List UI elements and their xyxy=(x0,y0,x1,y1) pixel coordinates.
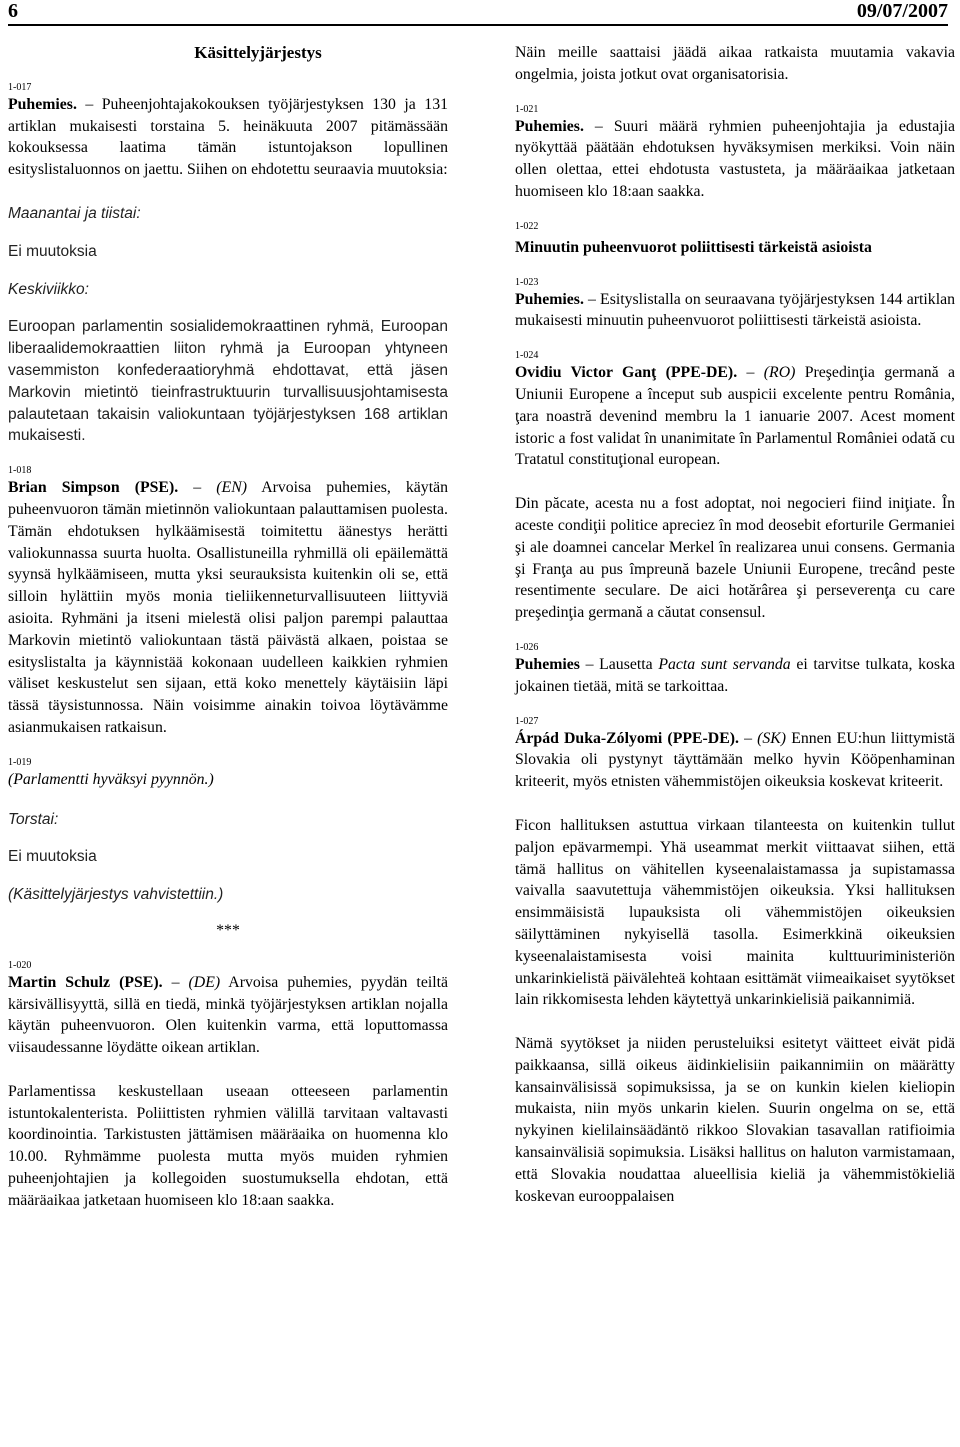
item-number: 1-024 xyxy=(515,350,539,362)
speech-020-continued: Parlamentissa keskustellaan useaan otteeseen parlamentin istuntokalenterista. Poliittisten ryhmien välillä tarvitaan valtavasti koordinointia. Tarkistusten jättämisen määräaika on huomenna klo 10.00. Ryhmämme puolesta mutta myös muiden ryhmien puheenjohtajien ja kollegoiden suostumuksella ehdotan, että määräaikaa jatketaan huomiseen klo 18:aan saakka. xyxy=(8,1082,448,1209)
speech-021 xyxy=(515,116,955,203)
dash: – xyxy=(744,729,752,747)
item-number: 1-020 xyxy=(8,959,32,971)
page-date: 09/07/2007 xyxy=(856,0,948,22)
speech-026: Puhemies – Lausetta Pacta sunt servanda ei tarvitse tulkata, koska jokainen tietää, mitä se tarkoittaa. xyxy=(515,655,955,695)
day-heading-thursday: Torstai: xyxy=(8,810,59,828)
item-number: 1-021 xyxy=(515,103,539,115)
speech-text: – Puheenjohtajakokouksen työjärjestyksen 130 ja 131 artiklan mukaisesti torstaina 5. heinäkuuta 2007 pitämässään kokouksessa laatima tämän istuntojakson lopullinen esityslistaluonnos on jaettu. Siihen on ehdotettu seuraavia muutoksia: xyxy=(8,95,448,179)
speaker-name: Brian Simpson (PSE). xyxy=(8,479,179,497)
speech-text: – Esityslistalla on seuraavana työjärjestyksen 144 artiklan mukaisesti minuutin puheenvuorot poliittisesti tärkeistä asioista. xyxy=(515,290,955,330)
no-changes-text: Ei muutoksia xyxy=(8,848,97,866)
speaker-name: Puhemies xyxy=(515,655,580,673)
language-tag: (DE) xyxy=(188,973,221,991)
speech-text: Preşedinţia germană a Uniunii Europene a început sub auspicii excelente pentru România, ţara noastră devenind membru la 1 ianuarie 2007. Acest moment istoric a fost validat în unanimitate în Parlamentul României odată cu Tratatul constituţional european. xyxy=(515,364,956,469)
speech-023 xyxy=(515,289,955,333)
item-number: 1-018 xyxy=(8,465,32,477)
speaker-name: Martin Schulz (PSE). xyxy=(8,973,163,991)
speech-018 xyxy=(8,477,448,739)
speaker-name: Puhemies. xyxy=(8,95,77,113)
separator-stars: *** xyxy=(216,921,240,939)
speech-027-continued: Ficon hallituksen astuttua virkaan tilanteesta on kuitenkin tullut paljon epävarmempi. Yhä useammat merkit viittaavat siihen, että tämä hallitus on vähitellen kyseenalaistamassa ja supistamassa vaivalla saavutettuja vähemmistöjen oikeuksia. Yksi hallituksen ensimmäisistä lupauksista oli vähemmistöjen oikeuksien säilyttäminen nykyisellä tasolla. Esimerkkinä oikeuksien kyseenalaistamisesta voisi mainita kulttuuriministeriön unkarinkielistä päivälehteä kohtaan esittämät viimeaikaiset syytökset lain rikkomisesta lehden käytettyä unkarinkielisiä paikannimiä. xyxy=(515,816,955,1009)
speech-text: Arvoisa puhemies, käytän puheenvuoron tämän mietinnön valiokuntaan palauttamisen puolesta. Tämän ehdotuksen hylkäämisestä toimitettu äänestys herätti valiokunnassa suurta huolta. Osallistuneilla ryhmillä oli epäilemättä syynsä hylkäämiseen, mutta yksi seurauksista kuitenkin oli se, että silloin hylättiin myös monia tieliikenneturvallisuuteen liittyviä asioita. Ryhmäni ja itseni mielestä olisi paljon parempi palauttaa Markovin mietintö valiokuntaan tästä päivästä alkaen, poistaa se esityslistalta ja käynnistää kokonaan uudelleen kaikkien ryhmien väliset keskustelut sen sijaan, että koko menettely käytäisiin läpi tässä täysistunnossa. Näin voisimme ainakin toivoa löytävämme asianmukaisen ratkaisun. xyxy=(8,479,448,736)
latin-phrase: Pacta sunt servanda xyxy=(658,655,791,673)
item-number: 1-019 xyxy=(8,756,32,768)
dash: – xyxy=(746,364,755,382)
page-header xyxy=(8,0,948,26)
speech-020-continued-2: Näin meille saattaisi jäädä aikaa ratkaista muutamia vakavia ongelmia, joista jotkut ovat organisatorisia. xyxy=(515,44,955,83)
item-number: 1-022 xyxy=(515,220,539,232)
dash: – xyxy=(193,479,202,497)
no-changes-text: Ei muutoksia xyxy=(8,242,97,260)
day-heading-monday-tuesday: Maanantai ja tiistai: xyxy=(8,204,141,222)
speech-text: Ennen EU:hun liittymistä Slovakia oli pystynyt täyttämään melko hyvin Kööpenhaminan kriteerit, myös etnisten vähemmistöjen oikeuksia koskevat kriteerit. xyxy=(515,729,955,791)
speech-text: Arvoisa puhemies, pyydän teiltä kärsivällisyyttä, sillä en tiedä, minkä työjärjestyksen artiklan nojalla käytän puheenvuoron. Olen kuitenkin varma, että loputtomassa viisaudessanne löydätte oikean artiklan. xyxy=(8,973,449,1057)
speaker-name: Puhemies. xyxy=(515,290,584,308)
item-number: 1-027 xyxy=(515,715,539,727)
item-number: 1-017 xyxy=(8,81,32,93)
speech-020 xyxy=(8,972,448,1059)
item-number: 1-023 xyxy=(515,276,539,288)
speech-027 xyxy=(515,728,955,793)
left-column xyxy=(8,42,448,1212)
language-tag: (SK) xyxy=(757,729,787,747)
section-title: Käsittelyjärjestys xyxy=(194,43,322,62)
dash: – xyxy=(171,973,180,991)
item-number: 1-026 xyxy=(515,641,539,653)
day-heading-wednesday: Keskiviikko: xyxy=(8,280,89,298)
speaker-name: Árpád Duka-Zólyomi (PPE-DE). xyxy=(515,729,739,747)
speaker-name: Puhemies. xyxy=(515,117,584,135)
language-tag: (RO) xyxy=(763,364,796,382)
speech-027-continued-2: Nämä syytökset ja niiden perusteluiksi esitetyt väitteet eivät pidä paikkaansa, sillä oikeus äidinkielisiin paikannimiin on määrätty kansainvälisissä sopimuksissa, ja se on kunkin kielen kieliopin mukaista, niin myös unkarin kielen. Suurin ongelma on se, että nykyinen kielilainsäädäntö rikkoo Slovakian tasavallan ratifioimia kansainvälisiä sopimuksia. Lisäksi hallitus on haluton varmistamaan, että Slovakia noudattaa alueellisia kieliä ja vähemmistökieliä koskevan eurooppalaisen xyxy=(515,1035,955,1205)
page-number: 6 xyxy=(8,0,18,22)
section-title-one-minute: Minuutin puheenvuorot poliittisesti tärkeistä asioista xyxy=(515,238,872,256)
speech-024 xyxy=(515,362,955,471)
language-tag: (EN) xyxy=(216,479,247,497)
speech-017 xyxy=(8,94,448,181)
speech-text: – Suuri määrä ryhmien puheenjohtajia ja edustajia nyökyttää päätään ehdotuksen hyväksymisen merkiksi. Voin näin ollen olettaa, ettei ehdotusta vastusteta, ja määräaikaa jatketaan huomiseen klo 18:aan saakka. xyxy=(515,117,955,200)
request-approved: (Parlamentti hyväksyi pyynnön.) xyxy=(8,770,214,788)
wednesday-proposal: Euroopan parlamentin sosialidemokraattinen ryhmä, Euroopan liberaalidemokraattien liiton ryhmä ja Euroopan yhtyneen vasemmiston konfederaatioryhmä ehdottavat, että jäsen Markovin mietintö tieinfrastruktuurin turvallisuusjohtamisesta palautetaan takaisin valiokuntaan työjärjestyksen 168 artiklan mukaisesti. xyxy=(8,318,448,445)
right-column xyxy=(515,42,955,1207)
speaker-name: Ovidiu Victor Ganţ (PPE-DE). xyxy=(515,364,738,382)
speech-024-continued: Din păcate, acesta nu a fost adoptat, noi negocieri fiind iniţiate. În aceste condiţii politice apreciez în mod deosebit eforturile Germaniei şi ale doamnei cancelar Merkel în realizarea unui consens. Germania şi Franţa au pus împreună bazele Uniunii Europene, trecând peste resentimente seculare. De aici hotărârea şi perseverenţa cu care preşedinţia germană a căutat consensul. xyxy=(515,495,955,622)
agenda-confirmed: (Käsittelyjärjestys vahvistettiin.) xyxy=(8,886,224,904)
